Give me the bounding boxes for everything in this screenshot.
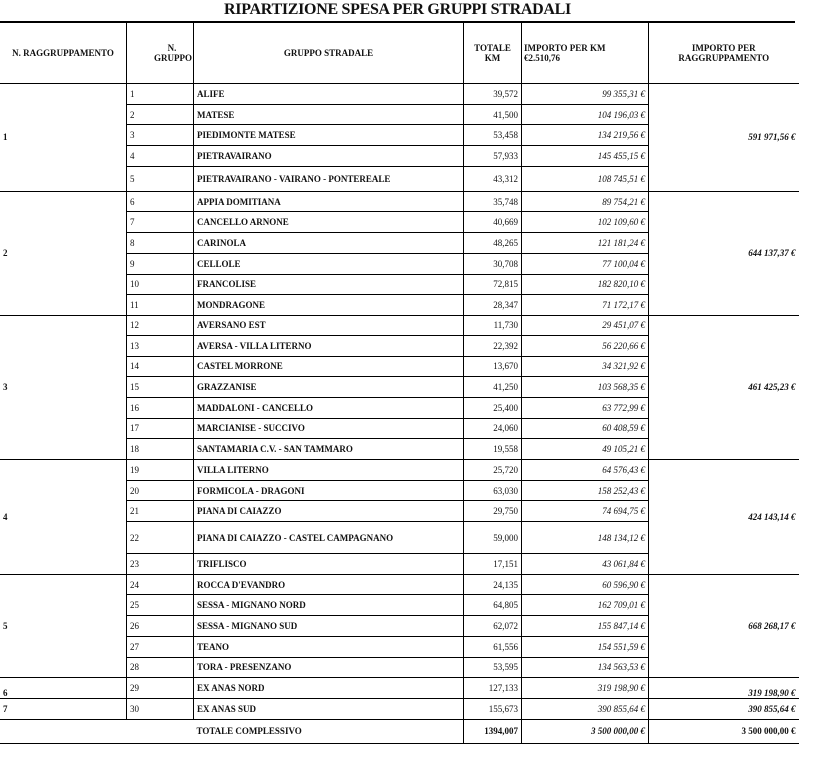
gruppo-stradale-name: EX ANAS SUD [194,698,464,719]
raggruppamento-number: 3 [0,315,127,459]
gruppo-stradale-name: CELLOLE [194,253,464,274]
totale-km-value: 29,750 [464,501,522,522]
gruppo-number: 5 [127,166,194,191]
gruppo-number: 7 [127,212,194,233]
header-gruppo-stradale: GRUPPO STRADALE [194,23,464,84]
totale-km-value: 19,558 [464,439,522,460]
totale-km-value: 62,072 [464,616,522,637]
totale-km-value: 59,000 [464,522,522,554]
header-importo-per-km-label: IMPORTO PER KM €2.510,76 [524,43,606,63]
gruppo-number: 24 [127,574,194,595]
gruppo-number: 15 [127,377,194,398]
importo-per-km-value: 71 172,17 € [522,295,649,316]
gruppo-number: 10 [127,274,194,295]
header-n-raggruppamento-label: N. RAGGRUPPAMENTO [12,48,114,58]
totale-km-value: 63,030 [464,480,522,501]
gruppo-number: 21 [127,501,194,522]
gruppo-number: 14 [127,356,194,377]
gruppo-stradale-name: FORMICOLA - DRAGONI [194,480,464,501]
importo-per-km-value: 319 198,90 € [522,678,649,699]
header-importo-per-km [522,23,649,84]
header-n-gruppo [127,23,194,84]
gruppo-stradale-name: SESSA - MIGNANO SUD [194,616,464,637]
gruppo-stradale-name: CASTEL MORRONE [194,356,464,377]
importo-per-km-value: 104 196,03 € [522,104,649,125]
importo-per-km-value: 108 745,51 € [522,166,649,191]
importo-per-km-value: 162 709,01 € [522,595,649,616]
totale-complessivo-label: TOTALE COMPLESSIVO [194,719,464,743]
gruppo-stradale-name: SANTAMARIA C.V. - SAN TAMMARO [194,439,464,460]
gruppo-stradale-name: AVERSANO EST [194,315,464,335]
gruppo-number: 16 [127,397,194,418]
importo-per-km-value: 155 847,14 € [522,616,649,637]
importo-per-km-value: 145 455,15 € [522,146,649,167]
totale-km-value: 53,458 [464,125,522,146]
totale-km-value: 72,815 [464,274,522,295]
gruppo-number: 2 [127,104,194,125]
totale-km-value: 57,933 [464,146,522,167]
gruppo-stradale-name: ALIFE [194,84,464,105]
totale-km-value: 22,392 [464,335,522,356]
gruppo-number: 8 [127,233,194,254]
importo-per-km-value: 77 100,04 € [522,253,649,274]
table-row [0,460,799,481]
totale-km-value: 28,347 [464,295,522,316]
table-row [0,698,799,719]
totale-km-value: 40,669 [464,212,522,233]
importo-raggruppamento-value: 644 137,37 € [649,191,799,315]
importo-per-km-value: 89 754,21 € [522,191,649,212]
totale-complessivo-totale: 3 500 000,00 € [649,719,799,743]
gruppo-number: 3 [127,125,194,146]
gruppo-stradale-name: AVERSA - VILLA LITERNO [194,335,464,356]
raggruppamento-number: 7 [0,698,127,719]
importo-per-km-value: 102 109,60 € [522,212,649,233]
importo-per-km-value: 182 820,10 € [522,274,649,295]
importo-per-km-value: 56 220,66 € [522,335,649,356]
header-totale-km-label: TOTALE KM [474,43,511,63]
gruppo-stradale-name: CARINOLA [194,233,464,254]
gruppo-stradale-name: TRIFLISCO [194,554,464,575]
header-importo-per-raggruppamento-label: IMPORTO PER RAGGRUPPAMENTO [678,43,770,63]
totale-km-value: 13,670 [464,356,522,377]
gruppo-number: 18 [127,439,194,460]
gruppo-stradale-name: MONDRAGONE [194,295,464,316]
importo-per-km-value: 390 855,64 € [522,698,649,719]
gruppo-number: 1 [127,84,194,105]
header-importo-per-raggruppamento [649,23,799,84]
totale-km-value: 43,312 [464,166,522,191]
totale-km-value: 24,060 [464,418,522,439]
importo-per-km-value: 74 694,75 € [522,501,649,522]
totale-km-value: 41,250 [464,377,522,398]
totale-km-value: 48,265 [464,233,522,254]
raggruppamento-number: 6 [0,678,127,699]
table-row [0,678,799,699]
gruppo-number: 6 [127,191,194,212]
importo-per-km-value: 60 596,90 € [522,574,649,595]
table-row [0,574,799,595]
gruppo-number: 17 [127,418,194,439]
gruppo-stradale-name: ROCCA D'EVANDRO [194,574,464,595]
importo-per-km-value: 29 451,07 € [522,315,649,335]
importo-per-km-value: 158 252,43 € [522,480,649,501]
header-totale-km [464,23,522,84]
gruppo-number: 4 [127,146,194,167]
header-n-gruppo-label: N. GRUPPO [154,43,192,63]
gruppo-stradale-name: MATESE [194,104,464,125]
gruppo-stradale-name: EX ANAS NORD [194,678,464,699]
table-body [0,84,799,744]
totale-km-value: 35,748 [464,191,522,212]
importo-raggruppamento-value: 668 268,17 € [649,574,799,677]
gruppo-stradale-name: MADDALONI - CANCELLO [194,397,464,418]
totale-km-value: 61,556 [464,636,522,657]
raggruppamento-number: 5 [0,574,127,677]
totale-km-value: 53,595 [464,657,522,678]
gruppo-stradale-name: PIETRAVAIRANO [194,146,464,167]
importo-per-km-value: 34 321,92 € [522,356,649,377]
totale-km-value: 64,805 [464,595,522,616]
table-row [0,191,799,212]
gruppo-stradale-name: TEANO [194,636,464,657]
totale-km-value: 41,500 [464,104,522,125]
totale-km-value: 17,151 [464,554,522,575]
document-title: RIPARTIZIONE SPESA PER GRUPPI STRADALI [224,1,571,18]
gruppo-stradale-name: PIANA DI CAIAZZO - CASTEL CAMPAGNANO [194,522,464,554]
gruppo-number: 29 [127,678,194,699]
totale-km-value: 30,708 [464,253,522,274]
importo-raggruppamento-value: 319 198,90 € [649,678,799,699]
header-row [0,23,799,84]
spesa-table [0,23,799,744]
importo-per-km-value: 134 219,56 € [522,125,649,146]
gruppo-number: 23 [127,554,194,575]
header-n-raggruppamento [0,23,127,84]
gruppo-number: 28 [127,657,194,678]
totale-km-value: 39,572 [464,84,522,105]
table-row [0,315,799,335]
gruppo-number: 25 [127,595,194,616]
gruppo-stradale-name: GRAZZANISE [194,377,464,398]
totale-km-value: 127,133 [464,678,522,699]
totale-km-value: 11,730 [464,315,522,335]
totale-complessivo-row [0,719,799,743]
importo-raggruppamento-value: 390 855,64 € [649,698,799,719]
gruppo-number: 11 [127,295,194,316]
importo-per-km-value: 134 563,53 € [522,657,649,678]
totale-complessivo-importo: 3 500 000,00 € [522,719,649,743]
gruppo-stradale-name: CANCELLO ARNONE [194,212,464,233]
gruppo-number: 19 [127,460,194,481]
totale-complessivo-spacer-2 [127,719,194,743]
totale-km-value: 25,400 [464,397,522,418]
importo-per-km-value: 60 408,59 € [522,418,649,439]
gruppo-number: 20 [127,480,194,501]
gruppo-stradale-name: MARCIANISE - SUCCIVO [194,418,464,439]
gruppo-number: 27 [127,636,194,657]
totale-complessivo-km: 1394,007 [464,719,522,743]
importo-raggruppamento-value: 424 143,14 € [649,460,799,575]
importo-per-km-value: 63 772,99 € [522,397,649,418]
gruppo-stradale-name: FRANCOLISE [194,274,464,295]
importo-per-km-value: 103 568,35 € [522,377,649,398]
importo-per-km-value: 99 355,31 € [522,84,649,105]
gruppo-number: 26 [127,616,194,637]
gruppo-stradale-name: PIANA DI CAIAZZO [194,501,464,522]
gruppo-number: 30 [127,698,194,719]
gruppo-stradale-name: SESSA - MIGNANO NORD [194,595,464,616]
totale-km-value: 25,720 [464,460,522,481]
table-row [0,84,799,105]
importo-per-km-value: 49 105,21 € [522,439,649,460]
gruppo-stradale-name: PIEDIMONTE MATESE [194,125,464,146]
importo-per-km-value: 121 181,24 € [522,233,649,254]
totale-km-value: 155,673 [464,698,522,719]
gruppo-number: 12 [127,315,194,335]
importo-raggruppamento-value: 461 425,23 € [649,315,799,459]
gruppo-stradale-name: TORA - PRESENZANO [194,657,464,678]
gruppo-number: 9 [127,253,194,274]
gruppo-stradale-name: PIETRAVAIRANO - VAIRANO - PONTEREALE [194,166,464,191]
gruppo-stradale-name: APPIA DOMITIANA [194,191,464,212]
importo-raggruppamento-value: 591 971,56 € [649,84,799,192]
importo-per-km-value: 43 061,84 € [522,554,649,575]
totale-complessivo-spacer [0,719,127,743]
raggruppamento-number: 2 [0,191,127,315]
gruppo-number: 22 [127,522,194,554]
raggruppamento-number: 1 [0,84,127,192]
importo-per-km-value: 148 134,12 € [522,522,649,554]
gruppo-number: 13 [127,335,194,356]
totale-km-value: 24,135 [464,574,522,595]
importo-per-km-value: 154 551,59 € [522,636,649,657]
importo-per-km-value: 64 576,43 € [522,460,649,481]
raggruppamento-number: 4 [0,460,127,575]
gruppo-stradale-name: VILLA LITERNO [194,460,464,481]
